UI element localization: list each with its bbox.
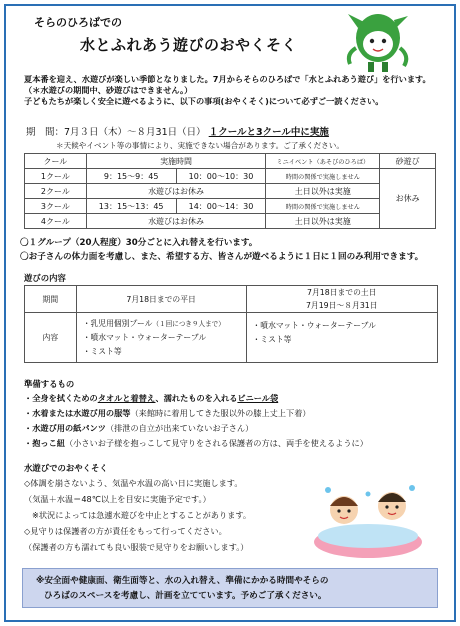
bring-heading: 準備するもの <box>24 379 75 389</box>
list-item: ・乳児用個別プール（１回につき９人まで） <box>82 318 225 328</box>
page-subtitle: そらのひろばでの <box>34 16 122 29</box>
play-weekend-items <box>246 313 438 363</box>
period-label: 期 間： <box>26 127 65 138</box>
promise-heading: 水遊びでのおやくそく <box>24 463 108 473</box>
period-highlight: １クールと3クール中に実施 <box>208 127 329 138</box>
schedule-cool: 2クール <box>25 184 87 199</box>
mascot-illustration <box>340 8 414 76</box>
bring-item-1: ・全身を拭くためのタオルと着替え、濡れたものを入れるビニール袋 <box>24 393 279 403</box>
page-title: 水とふれあう遊びのおやくそく <box>80 36 298 54</box>
intro-line-3: 子どもたちが楽しく安全に遊べるように、以下の事項(おやくそく)について必ずご一読ください。 <box>24 96 384 106</box>
schedule-header-sand: 砂遊び <box>380 154 436 169</box>
promise-line-4: ◇見守りは保護者の方が責任をもって行ってください。 <box>24 526 227 536</box>
schedule-time-2: 14：00～14：30 <box>176 199 266 214</box>
table-row <box>25 214 436 229</box>
play-header-period: 期間 <box>25 286 77 313</box>
schedule-time-1: 9：15～9：45 <box>86 169 176 184</box>
schedule-sand: お休み <box>380 169 436 229</box>
play-header-weekend <box>246 286 438 313</box>
schedule-cool: 4クール <box>25 214 87 229</box>
play-header-row <box>25 286 438 313</box>
list-item: ・噴水マット・ウォーターテーブル <box>252 321 376 330</box>
play-heading: 遊びの内容 <box>24 273 66 283</box>
intro-line-1: 夏本番を迎え、水遊びが楽しい季節となりました。7月からそらのひろばで「水とふれあう遊び」を行います。 <box>24 74 431 84</box>
schedule-table <box>24 153 436 229</box>
play-table <box>24 285 438 363</box>
kids-pool-illustration <box>308 476 428 562</box>
list-item: ・噴水マット・ウォーターテーブル <box>82 332 207 342</box>
weather-note: ＊天候やイベント等の事情により、実施できない場合があります。ご了承ください。 <box>56 141 344 150</box>
schedule-event: 土日以外は実施 <box>266 184 380 199</box>
period-dates: 7月３日（木）～８月31日（日） <box>64 127 206 138</box>
schedule-event: 土日以外は実施 <box>266 214 380 229</box>
list-item: ・ミスト等 <box>252 335 292 344</box>
play-weekday-items <box>76 313 246 363</box>
play-row-label: 内容 <box>25 313 77 363</box>
footer-line-1: ※安全面や健康面、衛生面等と、水の入れ替え、準備にかかる時間やそらの <box>36 576 329 586</box>
schedule-time-2: 10：00～10：30 <box>176 169 266 184</box>
schedule-header-row <box>25 154 436 169</box>
list-item: ・ミスト等 <box>82 346 122 356</box>
table-row <box>25 199 436 214</box>
table-row <box>25 184 436 199</box>
schedule-header-event: ミニイベント（あそびのひろば） <box>266 154 380 169</box>
period-row <box>26 124 329 138</box>
schedule-rest: 水遊びはお休み <box>86 184 266 199</box>
schedule-cool: 1クール <box>25 169 87 184</box>
promise-line-5: （保護者の方も濡れても良い服装で見守りをお願いします。） <box>24 542 249 552</box>
schedule-event: 時間の関係で実施しません <box>266 199 380 214</box>
rule-2: 〇お子さんの体力面を考慮し、また、希望する方、皆さんが遊べるように１日に１回のみ利用できます。 <box>20 252 424 262</box>
table-row <box>25 313 438 363</box>
promise-line-3: ※状況によっては急遽水遊びを中止とすることがあります。 <box>32 510 252 520</box>
schedule-cool: 3クール <box>25 199 87 214</box>
bring-item-2: ・水着または水遊び用の服等（来館時に着用してきた服以外の膝上丈上下着） <box>24 408 311 418</box>
rule-1: 〇１グループ（20人程度）30分ごとに入れ替えを行います。 <box>20 238 258 248</box>
bring-item-4: ・抱っこ紐（小さいお子様を抱っこして見守りをされる保護者の方は、両手を使えるように） <box>24 438 368 448</box>
schedule-event: 時間の関係で実施しません <box>266 169 380 184</box>
schedule-rest: 水遊びはお休み <box>86 214 266 229</box>
schedule-header-time: 実施時間 <box>86 154 266 169</box>
play-header-weekday: 7月18日までの平日 <box>76 286 246 313</box>
table-row <box>25 169 436 184</box>
footer-line-2: ひろばのスペースを考慮し、計画を立てています。予めご了承ください。 <box>44 591 327 601</box>
promise-line-2: （気温＋水温＝48℃以上を目安に実施予定です。） <box>24 494 211 504</box>
promise-line-1: ◇体調を崩さないよう、気温や水温の高い日に実施します。 <box>24 478 243 488</box>
schedule-time-1: 13：15～13：45 <box>86 199 176 214</box>
schedule-header-cool: クール <box>25 154 87 169</box>
play-header-weekend-1: 7月18日までの土日 <box>307 288 377 297</box>
play-header-weekend-2: 7月19日～８月31日 <box>305 301 378 310</box>
intro-line-2: （＊水遊びの期間中、砂遊びはできません。） <box>24 85 193 95</box>
bring-item-3: ・水遊び用の紙パンツ（排泄の自立が出来ていないお子さん） <box>24 423 254 433</box>
